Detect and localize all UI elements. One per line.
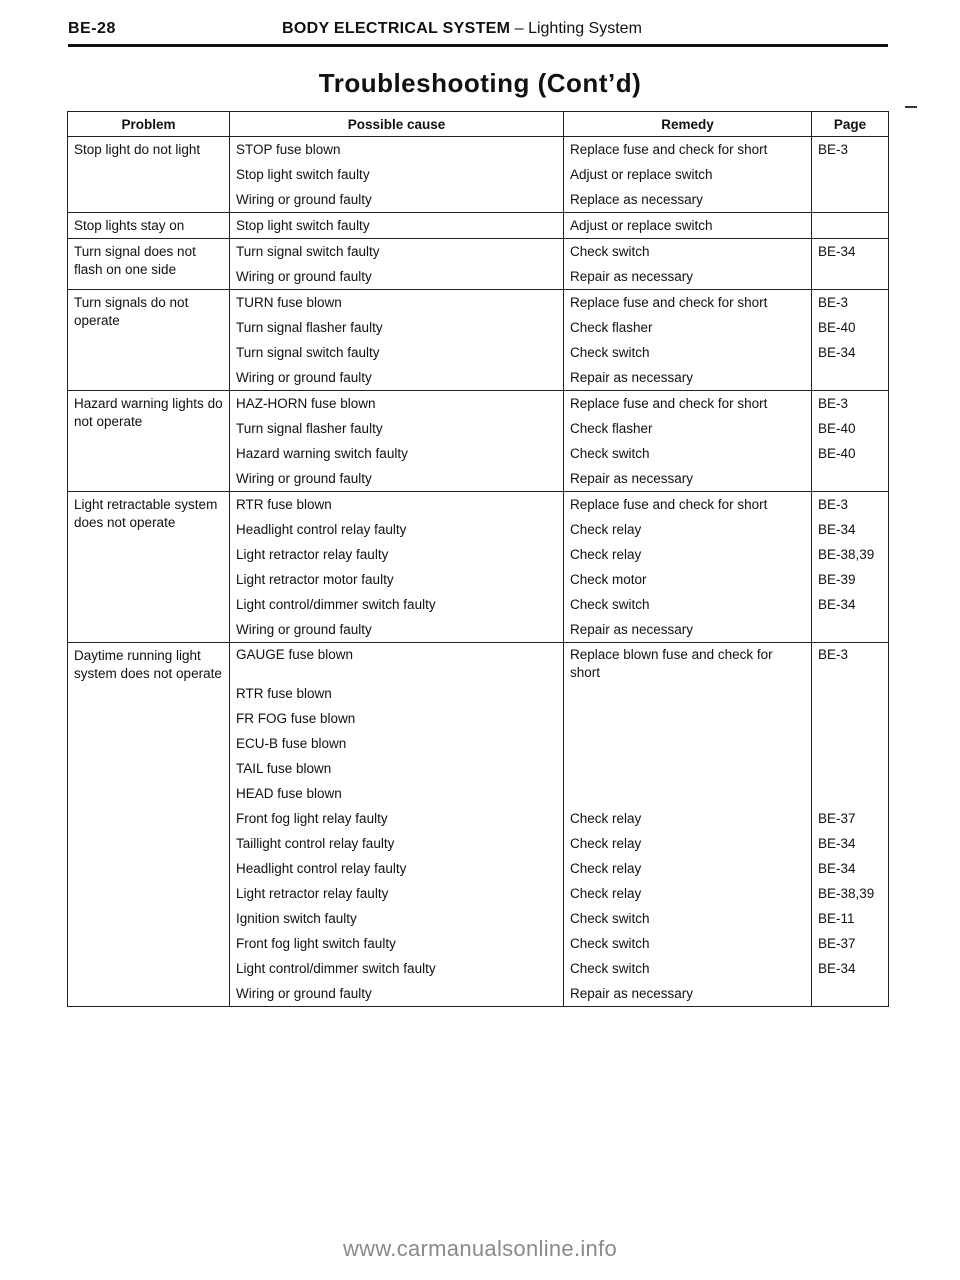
page-ref xyxy=(818,264,882,289)
page-ref: BE-34 xyxy=(818,244,856,259)
remedy-text: Replace fuse and check for short xyxy=(570,295,768,310)
remedy-text: Check motor xyxy=(570,572,647,587)
cause-text: Turn signal flasher faulty xyxy=(236,320,383,335)
remedy-text: Repair as necessary xyxy=(570,986,694,1001)
watermark-url: www.carmanualsonline.info xyxy=(342,1236,618,1261)
cause-text: Front fog light relay faulty xyxy=(236,811,388,826)
cause-text: Wiring or ground faulty xyxy=(236,986,372,1001)
remedy-cell xyxy=(564,643,812,1007)
table-row xyxy=(68,492,889,643)
page-ref xyxy=(818,981,882,1006)
page-ref xyxy=(818,756,882,781)
troubleshooting-table xyxy=(67,111,889,1007)
table-row xyxy=(68,290,889,391)
cause-text: GAUGE fuse blown xyxy=(236,647,354,662)
problem-cell xyxy=(68,391,230,492)
table-body xyxy=(68,137,889,1007)
cause-cell xyxy=(230,137,564,213)
remedy-text: Repair as necessary xyxy=(570,622,694,637)
remedy-text: Check relay xyxy=(570,836,642,851)
problem-cell xyxy=(68,492,230,643)
remedy-text: Check switch xyxy=(570,911,650,926)
table-header-row xyxy=(68,112,889,137)
problem-text: Turn signals do not operate xyxy=(74,295,189,328)
page-ref: BE-11 xyxy=(818,911,855,926)
page-ref: BE-34 xyxy=(818,345,856,360)
page-ref xyxy=(818,187,882,212)
page-ref xyxy=(818,706,882,731)
cause-cell xyxy=(230,643,564,1007)
column-header-problem: Problem xyxy=(68,112,230,137)
cause-text: Wiring or ground faulty xyxy=(236,622,372,637)
remedy-text: Replace as necessary xyxy=(570,192,703,207)
remedy-text: Check relay xyxy=(570,861,642,876)
problem-text: Stop lights stay on xyxy=(74,218,185,233)
remedy-text xyxy=(570,731,805,756)
remedy-cell xyxy=(564,137,812,213)
table-row xyxy=(68,239,889,290)
problem-text: Turn signal does not flash on one side xyxy=(74,244,196,277)
subsection-title: – Lighting System xyxy=(514,20,642,37)
cause-text: Wiring or ground faulty xyxy=(236,192,372,207)
page-ref: BE-3 xyxy=(818,647,849,662)
cause-text: Light retractor motor faulty xyxy=(236,572,394,587)
page-ref: BE-34 xyxy=(818,961,856,976)
page-ref xyxy=(818,213,882,238)
running-header xyxy=(68,18,888,47)
problem-text: Hazard warning lights do not operate xyxy=(74,396,223,429)
page-ref xyxy=(818,731,882,756)
column-header-possible-cause: Possible cause xyxy=(230,112,564,137)
remedy-text: Check relay xyxy=(570,522,642,537)
cause-text: Turn signal flasher faulty xyxy=(236,421,383,436)
table-row xyxy=(68,213,889,239)
remedy-text: Check switch xyxy=(570,345,650,360)
table-row xyxy=(68,643,889,1007)
page-ref: BE-37 xyxy=(818,811,856,826)
column-header-page: Page xyxy=(812,112,889,137)
cause-text: Wiring or ground faulty xyxy=(236,370,372,385)
remedy-cell xyxy=(564,213,812,239)
table-row xyxy=(68,137,889,213)
page-ref xyxy=(818,466,882,491)
remedy-text: Check flasher xyxy=(570,320,653,335)
problem-text: Light retractable system does not operate xyxy=(74,497,218,530)
cause-text: Taillight control relay faulty xyxy=(236,836,395,851)
cause-text: HEAD fuse blown xyxy=(236,786,342,801)
column-header-remedy: Remedy xyxy=(564,112,812,137)
page-ref: BE-3 xyxy=(818,497,849,512)
remedy-text: Replace fuse and check for short xyxy=(570,142,768,157)
page-ref: BE-34 xyxy=(818,861,856,876)
remedy-text xyxy=(570,706,805,731)
cause-text: Stop light switch faulty xyxy=(236,167,370,182)
cause-cell xyxy=(230,391,564,492)
remedy-text: Check flasher xyxy=(570,421,653,436)
cause-cell xyxy=(230,213,564,239)
remedy-text: Check switch xyxy=(570,446,650,461)
cause-text: Wiring or ground faulty xyxy=(236,471,372,486)
remedy-cell xyxy=(564,290,812,391)
page-ref: BE-34 xyxy=(818,597,856,612)
page-title: Troubleshooting (Cont’d) xyxy=(318,68,642,98)
section-title: BODY ELECTRICAL SYSTEM xyxy=(282,20,511,37)
page-ref xyxy=(818,617,882,642)
problem-cell xyxy=(68,290,230,391)
problem-text: Daytime running light system does not operate xyxy=(74,648,222,681)
page-ref: BE-3 xyxy=(818,295,849,310)
problem-cell xyxy=(68,137,230,213)
remedy-text xyxy=(570,781,805,806)
page-cell xyxy=(812,492,889,643)
page-ref: BE-34 xyxy=(818,836,856,851)
table-row xyxy=(68,391,889,492)
cause-text: FR FOG fuse blown xyxy=(236,711,356,726)
remedy-text: Adjust or replace switch xyxy=(570,167,713,182)
remedy-text: Repair as necessary xyxy=(570,269,694,284)
remedy-text: Check relay xyxy=(570,811,642,826)
cause-text: Light control/dimmer switch faulty xyxy=(236,597,436,612)
page-ref xyxy=(818,162,882,187)
page-ref: BE-38,39 xyxy=(818,547,875,562)
cause-cell xyxy=(230,492,564,643)
remedy-text: Check switch xyxy=(570,597,650,612)
cause-cell xyxy=(230,290,564,391)
cause-cell xyxy=(230,239,564,290)
problem-cell xyxy=(68,643,230,1007)
page-cell xyxy=(812,213,889,239)
page-ref xyxy=(818,781,882,806)
remedy-text xyxy=(570,756,805,781)
cause-text: Front fog light switch faulty xyxy=(236,936,396,951)
remedy-cell xyxy=(564,391,812,492)
remedy-text: Repair as necessary xyxy=(570,471,694,486)
page-ref: BE-34 xyxy=(818,522,856,537)
cause-text: STOP fuse blown xyxy=(236,142,341,157)
page-ref: BE-3 xyxy=(818,396,849,411)
cause-text: TAIL fuse blown xyxy=(236,761,332,776)
page-ref xyxy=(818,365,882,390)
remedy-cell xyxy=(564,239,812,290)
page-ref: BE-40 xyxy=(818,320,856,335)
cause-text: RTR fuse blown xyxy=(236,686,332,701)
cause-text: TURN fuse blown xyxy=(236,295,342,310)
remedy-text xyxy=(570,681,805,706)
cause-text: Wiring or ground faulty xyxy=(236,269,372,284)
page-cell xyxy=(812,239,889,290)
page-ref: BE-40 xyxy=(818,421,856,436)
page-ref: BE-3 xyxy=(818,142,849,157)
problem-text: Stop light do not light xyxy=(74,142,201,157)
page-cell xyxy=(812,391,889,492)
page-ref xyxy=(818,681,882,706)
cause-text: Ignition switch faulty xyxy=(236,911,357,926)
problem-cell xyxy=(68,239,230,290)
remedy-text: Repair as necessary xyxy=(570,370,694,385)
cause-text: RTR fuse blown xyxy=(236,497,332,512)
remedy-text: Replace fuse and check for short xyxy=(570,497,768,512)
page-cell xyxy=(812,137,889,213)
cause-text: ECU-B fuse blown xyxy=(236,736,347,751)
remedy-text: Check switch xyxy=(570,244,650,259)
margin-tick xyxy=(905,106,917,108)
cause-text: Turn signal switch faulty xyxy=(236,345,380,360)
running-head-title xyxy=(282,20,642,38)
remedy-text: Check switch xyxy=(570,961,650,976)
cause-text: Headlight control relay faulty xyxy=(236,522,407,537)
cause-text: Stop light switch faulty xyxy=(236,218,370,233)
remedy-text: Replace blown fuse and check for short xyxy=(570,647,773,680)
page-ref: BE-39 xyxy=(818,572,856,587)
page-cell xyxy=(812,643,889,1007)
remedy-text: Adjust or replace switch xyxy=(570,218,713,233)
cause-text: Light retractor relay faulty xyxy=(236,886,389,901)
page-number: BE-28 xyxy=(68,20,116,37)
remedy-cell xyxy=(564,492,812,643)
cause-text: HAZ-HORN fuse blown xyxy=(236,396,376,411)
cause-text: Headlight control relay faulty xyxy=(236,861,407,876)
page-cell xyxy=(812,290,889,391)
page-ref: BE-37 xyxy=(818,936,856,951)
remedy-text: Check switch xyxy=(570,936,650,951)
cause-text: Hazard warning switch faulty xyxy=(236,446,408,461)
remedy-text: Check relay xyxy=(570,547,642,562)
remedy-text: Check relay xyxy=(570,886,642,901)
page-ref: BE-40 xyxy=(818,446,856,461)
cause-text: Light retractor relay faulty xyxy=(236,547,389,562)
cause-text: Turn signal switch faulty xyxy=(236,244,380,259)
problem-cell xyxy=(68,213,230,239)
cause-text: Light control/dimmer switch faulty xyxy=(236,961,436,976)
remedy-text: Replace fuse and check for short xyxy=(570,396,768,411)
page-ref: BE-38,39 xyxy=(818,886,875,901)
